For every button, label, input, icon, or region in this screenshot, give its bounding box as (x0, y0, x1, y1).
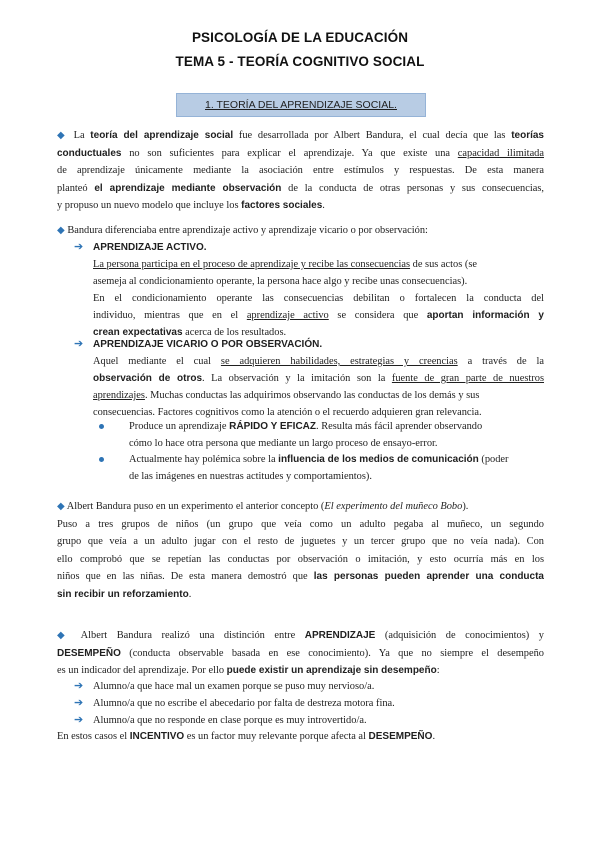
diamond-bullet-icon: ◆ (57, 630, 72, 641)
arrow-right-icon: ➔ (74, 714, 84, 726)
p1-line3: de aprendizaje únicamente mediante la asociación entre estímulos y respuestas. De esta manera (57, 165, 544, 176)
paragraph-experiment: ◆ Albert Bandura puso en un experimento el anterior concepto (El experimento del muñeco Bobo). Puso a tres grupos de niños (un grupo que veía como un adulto pegaba al muñeco, un segundo grupo que veía a un adulto jugar con el resto de juguetes y un tercer grupo que no veía nada). Con ello comprobó que se repetían las conductas por observación o imitación, y esto ocurría más en los niños que en las niñas. De esta manera demostró que las personas pueden aprender una conducta sin recibir un reforzamiento. (57, 501, 544, 600)
vicario-heading: APRENDIZAJE VICARIO O POR OBSERVACIÓN. (93, 339, 323, 350)
arrow-right-icon: ➔ (74, 338, 84, 350)
document-page: PSICOLOGÍA DE LA EDUCACIÓN TEMA 5 - TEORÍA COGNITIVO SOCIAL 1. TEORÍA DEL APRENDIZAJE SOCIAL. ◆ La teoría del aprendizaje social fue desarrollada por Albert Bandura, el cual decía que las teorías conductuales no son suficientes para explicar el aprendizaje. Ya que existe una capacidad ilimitada de aprendizaje únicamente mediante la asociación entre estímulos y respuestas. De esta manera planteó el aprendizaje mediante observación de la conducta de otras personas y sus consecuencias, y propuso un nuevo modelo que incluye los factores sociales. ◆ Bandura diferenciaba entre aprendizaje activo y aprendizaje vicario o por observación: ➔ APRENDIZAJE ACTIVO. La persona participa en el proceso de aprendizaje y recibe las consecuencias de sus actos (se asemeja al condicionamiento operante, la persona hace algo y recibe unas consecuencias). En el condicionamiento operante las consecuencias debilitan o fortalecen la conducta del individuo, mientras que en el aprendizaje activo se considera que aportan información y crean expectativas acerca de los resultados. ➔ APRENDIZAJE VICARIO O POR OBSERVACIÓN. Aquel mediante el cual se adquieren habilidades, estrategias y creencias a través de la observación de otros. La observación y la imitación son la fuente de gran parte de nuestros aprendizajes. Muchas conductas las adquirimos observando las conductas de los demás y sus consecuencias. Factores cognitivos como la atención o el recuerdo adquieren gran relevancia. Produce un aprendizaje RÁPIDO Y EFICAZ. Resulta más fácil aprender observando cómo lo hace otra persona que mediante un largo proceso de ensayo-error. Actualmente hay polémica sobre la influencia de los medios de comunicación (poder de las imágenes en nuestras actitudes y comportamientos). ◆ Albert Bandura puso en un experimento el anterior concepto (El experimento del muñeco Bobo). Puso a tres grupos de niños (un grupo que veía como un adulto pegaba al muñeco, un segundo grupo que veía a un adulto jugar con el resto de juguetes y un tercer grupo que no veía nada). Con ello comprobó que se repetían las conductas por observación o imitación, y esto ocurría más en los niños que en las niñas. De esta manera demostró que las personas pueden aprender una conducta sin recibir un reforzamiento. ◆ Albert Bandura realizó una distinción entre APRENDIZAJE (adquisición de conocimientos) y DESEMPEÑO (conducta observable basada en ese conocimiento). Ya que no siempre el desempeño es un indicador del aprendizaje. Por ello puede existir un aprendizaje sin desempeño: ➔ Alumno/a que hace mal un examen porque se puso muy nervioso/a. ➔ Alumno/a que no escribe el abecedario por falta de destreza motora fina. ➔ Alumno/a que no responde en clase porque es muy introvertido/a. En estos casos el INCENTIVO es un factor muy relevante porque afecta al DESEMPEÑO. (0, 0, 600, 848)
document-title: PSICOLOGÍA DE LA EDUCACIÓN (191, 30, 409, 45)
paragraph-types-intro: ◆ Bandura diferenciaba entre aprendizaje activo y aprendizaje vicario o por observación: (57, 225, 428, 236)
paragraph-desempeno: ◆ Albert Bandura realizó una distinción entre APRENDIZAJE (adquisición de conocimientos) y DESEMPEÑO (conducta observable basada en ese conocimiento). Ya que no siempre el desempeño es un indicador del aprendizaje. Por ello puede existir un aprendizaje sin desempeño: (57, 630, 544, 676)
arrow-right-icon: ➔ (74, 697, 84, 709)
list-item-medios: Actualmente hay polémica sobre la influencia de los medios de comunicación (poder de las imágenes en nuestras actitudes y comportamientos). (113, 451, 544, 485)
diamond-bullet-icon: ◆ (57, 225, 65, 236)
arrow-right-icon: ➔ (74, 241, 84, 253)
section-heading-text: 1. TEORÍA DEL APRENDIZAJE SOCIAL. (205, 99, 397, 111)
section-heading (176, 93, 426, 117)
activo-heading: APRENDIZAJE ACTIVO. (93, 242, 207, 253)
p1-line4: planteó el aprendizaje mediante observación de la conducta de otras personas y sus consecuencias, (57, 182, 544, 194)
diamond-bullet-icon: ◆ (57, 501, 65, 512)
bullet-dot-icon (99, 457, 104, 462)
p1-line1: ◆ La teoría del aprendizaje social fue desarrollada por Albert Bandura, el cual decía que las teorías (57, 130, 544, 141)
diamond-bullet-icon: ◆ (57, 130, 68, 141)
activo-description: La persona participa en el proceso de aprendizaje y recibe las consecuencias de sus actos (se asemeja al condicionamiento operante, la persona hace algo y recibe unas consecuencias). En el condicionamiento operante las consecuencias debilitan o fortalecen la conducta del individuo, mientras que en el aprendizaje activo se considera que aportan información y crean expectativas acerca de los resultados. (93, 259, 544, 338)
paragraph-conclusion: En estos casos el INCENTIVO es un factor muy relevante porque afecta al DESEMPEÑO. (57, 731, 436, 742)
p1-line2: conductuales no son suficientes para explicar el aprendizaje. Ya que existe una capacidad ilimitada (57, 147, 544, 159)
p1-line5: y propuso un nuevo modelo que incluye los factores sociales. (57, 200, 325, 211)
vicario-description: Aquel mediante el cual se adquieren habilidades, estrategias y creencias a través de la observación de otros. La observación y la imitación son la fuente de gran parte de nuestros aprendizajes. Muchas conductas las adquirimos observando las conductas de los demás y sus consecuencias. Factores cognitivos como la atención o el recuerdo adquieren gran relevancia. (93, 356, 544, 418)
bullet-dot-icon (99, 424, 104, 429)
arrow-right-icon: ➔ (74, 680, 84, 692)
list-item-rapido: Produce un aprendizaje RÁPIDO Y EFICAZ. Resulta más fácil aprender observando cómo lo hace otra persona que mediante un largo proceso de ensayo-error. (113, 418, 544, 452)
document-subtitle: TEMA 5 - TEORÍA COGNITIVO SOCIAL (175, 54, 425, 69)
paragraph-intro (57, 127, 544, 215)
